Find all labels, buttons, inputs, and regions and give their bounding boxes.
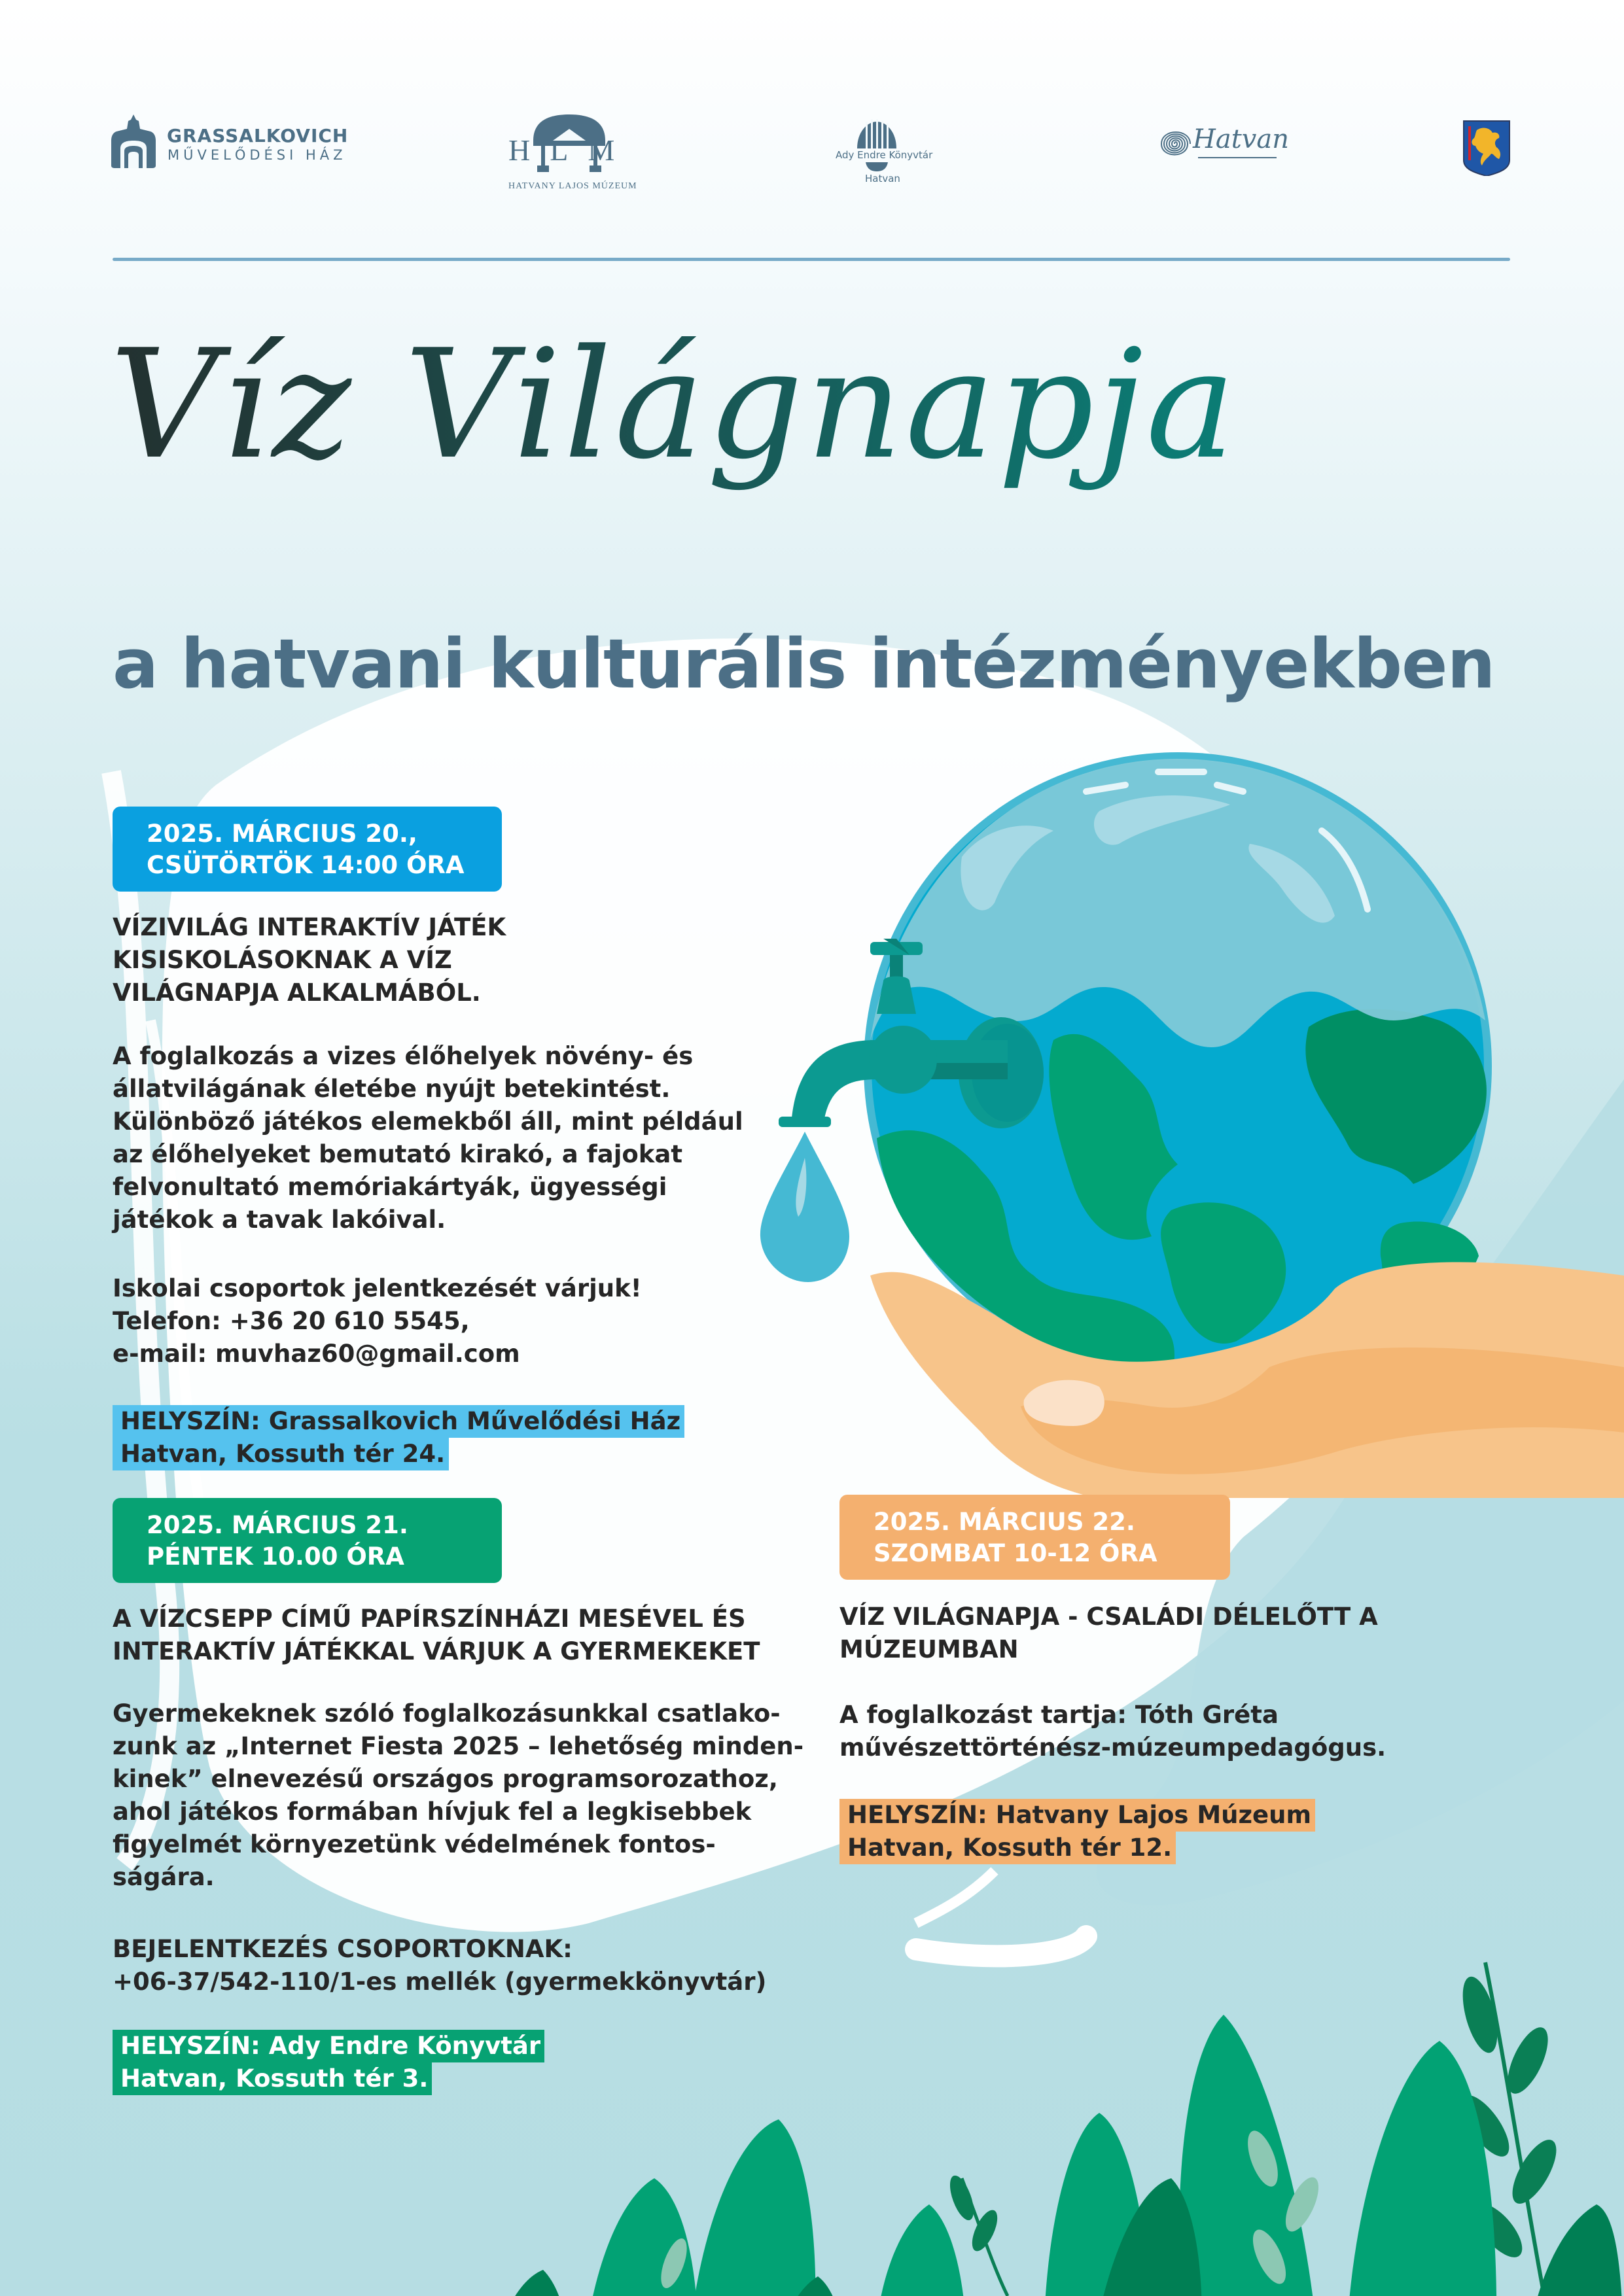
event-2-date-badge [113, 1498, 502, 1583]
event-1-contact-note: Iskolai csoportok jelentkezését várjuk! [113, 1274, 642, 1302]
event-2-time: PÉNTEK 10.00 ÓRA [147, 1542, 404, 1571]
event-3-location [839, 1799, 1315, 1864]
event-2-location-address: Hatvan, Kossuth tér 3. [113, 2062, 432, 2095]
lion-shield-icon [1462, 120, 1511, 176]
event-2-date: 2025. MÁRCIUS 21. [147, 1511, 408, 1539]
logo-hlm-subtitle: HATVANY LAJOS MÚZEUM [508, 181, 637, 191]
logo-ady-name: Ady Endre Könyvtár [836, 149, 933, 161]
header-divider [113, 258, 1510, 261]
event-1-phone[interactable]: Telefon: +36 20 610 5545, [113, 1307, 470, 1335]
logo-hatvan-underline [1198, 157, 1277, 158]
logo-hatvany-lajos-muzeum [507, 114, 637, 193]
logo-ady-city: Hatvan [865, 173, 900, 184]
event-2-phone[interactable]: +06-37/542-110/1-es mellék (gyermekkönyvtár) [113, 1968, 767, 1996]
event-3-location-address: Hatvan, Kossuth tér 12. [839, 1832, 1176, 1864]
event-1-contact [113, 1272, 754, 1370]
event-1-location [113, 1405, 684, 1470]
logo-grassalkovich-subtitle: MŰVELŐDÉSI HÁZ [168, 147, 347, 163]
event-2-registration-label: BEJELENTKEZÉS CSOPORTOKNAK: [113, 1935, 573, 1963]
event-1-location-name: HELYSZÍN: Grassalkovich Művelődési Ház [113, 1405, 684, 1438]
event-2-description: Gyermekeknek szóló foglalkozásunkkal csatlako- zunk az „Internet Fiesta 2025 – lehetőség minden- kinek” elnevezésű országos programsorozathoz, ahol játékos formában hívjuk fel a legkisebbek figyelmét környezetünk védelmének fontos- ságára. [113, 1699, 804, 1891]
logo-grassalkovich-title: GRASSALKOVICH [167, 125, 349, 147]
page-title: Víz Világnapja [110, 307, 1523, 504]
water-drop-icon [760, 1132, 849, 1282]
event-3-date: 2025. MÁRCIUS 22. [874, 1508, 1135, 1536]
event-2-title: A VÍZCSEPP CÍMŰ PAPÍRSZÍNHÁZI MESÉVEL ÉS INTERAKTÍV JÁTÉKKAL VÁRJUK A GYERMEKEKET [113, 1605, 760, 1665]
building-dome-icon [111, 114, 156, 168]
logo-hatvan [1155, 123, 1290, 169]
event-2-contact [113, 1933, 806, 1998]
event-1-date-badge [113, 807, 502, 892]
event-3-date-badge [839, 1495, 1230, 1580]
event-1-description: A foglalkozás a vizes élőhelyek növény- és állatvilágának életébe nyújt betekintést. Különböző játékos elemekből áll, mint például az élőhelyeket bemutató kirakó, a fajokat felvonultató memóriakártyák, ügyességi játékok a tavak lakóival. [113, 1042, 743, 1234]
event-3-time: SZOMBAT 10-12 ÓRA [874, 1539, 1157, 1567]
logo-ady-endre-konyvtar [828, 119, 933, 184]
spiral-icon [1155, 123, 1194, 165]
logo-hlm-letters: HLM [508, 133, 635, 167]
event-1-date: 2025. MÁRCIUS 20., [147, 820, 417, 848]
event-1-title: VÍZIVILÁG INTERAKTÍV JÁTÉK KISISKOLÁSOKNAK A VÍZ VILÁGNAPJA ALKALMÁBÓL. [113, 913, 506, 1007]
event-3-location-name: HELYSZÍN: Hatvany Lajos Múzeum [839, 1799, 1315, 1832]
event-3-description: A foglalkozást tartja: Tóth Gréta művészettörténész-múzeumpedagógus. [839, 1701, 1386, 1762]
event-3-title: VÍZ VILÁGNAPJA - CSALÁDI DÉLELŐTT A MÚZEUMBAN [839, 1603, 1378, 1663]
event-2-location [113, 2030, 544, 2095]
logo-coat-of-arms [1462, 120, 1511, 176]
event-1-location-address: Hatvan, Kossuth tér 24. [113, 1438, 449, 1470]
event-1-time: CSÜTÖRTÖK 14:00 ÓRA [147, 851, 465, 879]
globe-hand-faucet-illustration [746, 713, 1624, 1498]
event-1-email[interactable]: e-mail: muvhaz60@gmail.com [113, 1340, 520, 1368]
page-subtitle: a hatvani kulturális intézményekben [113, 624, 1495, 704]
logo-grassalkovich [111, 114, 349, 173]
event-2-location-name: HELYSZÍN: Ady Endre Könyvtár [113, 2030, 544, 2062]
logo-hatvan-text: Hatvan [1193, 124, 1290, 154]
